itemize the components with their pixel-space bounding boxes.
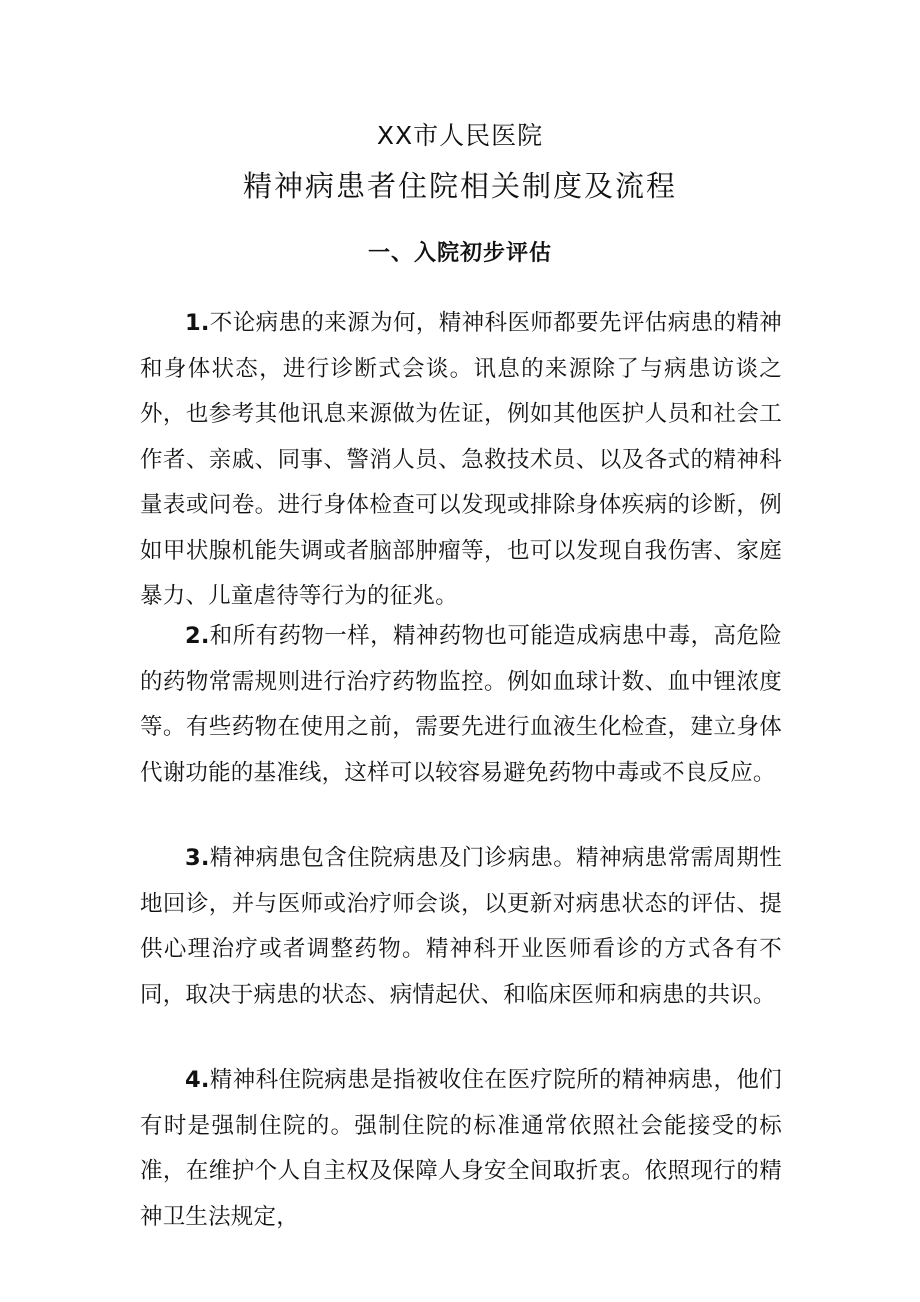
paragraph-number: 4. xyxy=(185,1067,210,1093)
paragraph-number: 2. xyxy=(185,623,210,649)
paragraph-text: 精神病患包含住院病患及门诊病患。精神病患常需周期性地回诊，并与医师或治疗师会谈，以更新对病患状态的评估、提供心理治疗或者调整药物。精神科开业医师看诊的方式各有不同，取决于病患的状态、病情起伏、和临床医师和病患的共识。 xyxy=(140,845,782,1008)
paragraph-1 xyxy=(140,301,782,620)
paragraph-text: 和所有药物一样，精神药物也可能造成病患中毒，高危险的药物常需规则进行治疗药物监控。例如血球计数、血中锂浓度等。有些药物在使用之前，需要先进行血液生化检查，建立身体代谢功能的基准线，这样可以较容易避免药物中毒或不良反应。 xyxy=(140,623,782,786)
paragraph-text: 不论病患的来源为何，精神科医师都要先评估病患的精神和身体状态，进行诊断式会谈。讯息的来源除了与病患访谈之外，也参考其他讯息来源做为佐证，例如其他医护人员和社会工作者、亲戚、同事、警消人员、急救技术员、以及各式的精神科量表或问卷。进行身体检查可以发现或排除身体疾病的诊断，例如甲状腺机能失调或者脑部肿瘤等，也可以发现自我伤害、家庭暴力、儿童虐待等行为的征兆。 xyxy=(140,310,782,609)
hospital-name: XX市人民医院 xyxy=(376,121,544,150)
paragraph-number: 1. xyxy=(185,310,210,336)
paragraph-number: 3. xyxy=(185,845,210,871)
paragraph-3 xyxy=(140,836,782,1018)
section-heading: 一、入院初步评估 xyxy=(367,241,552,266)
paragraph-text: 精神科住院病患是指被收住在医疗院所的精神病患，他们有时是强制住院的。强制住院的标准通常依照社会能接受的标准，在维护个人自主权及保障人身安全间取折衷。依照现行的精神卫生法规定， xyxy=(140,1067,782,1230)
paragraph-4 xyxy=(140,1058,782,1240)
document-title: 精神病患者住院相关制度及流程 xyxy=(242,169,677,203)
paragraph-2 xyxy=(140,614,782,796)
